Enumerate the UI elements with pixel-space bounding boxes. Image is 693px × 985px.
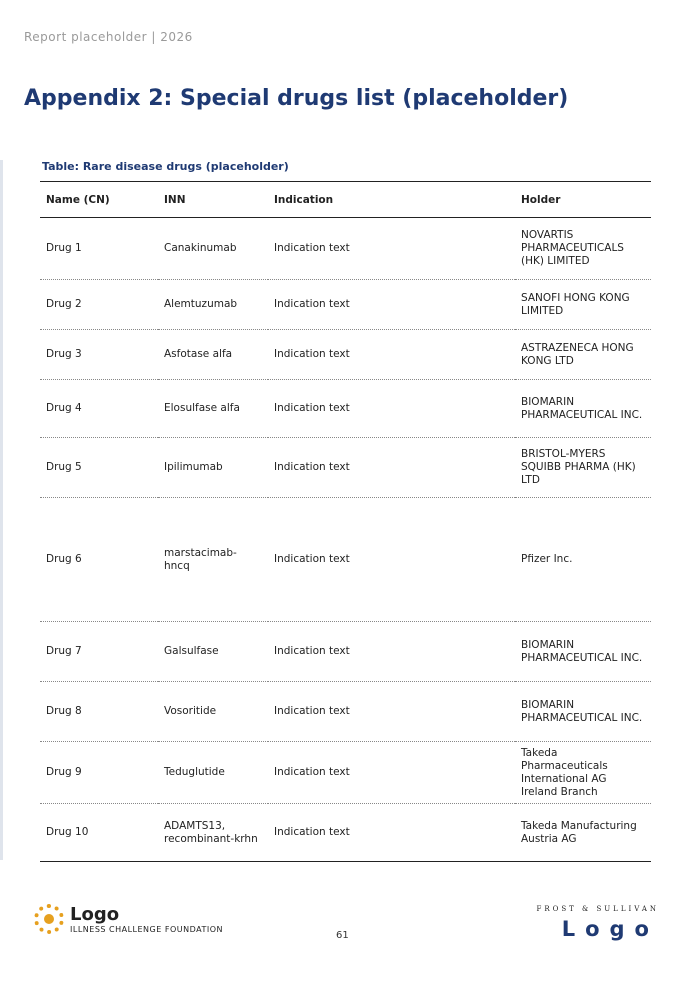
- cell-cn-name: Drug 7: [46, 645, 82, 657]
- cell-inn: ADAMTS13, recombinant-krhn: [164, 819, 258, 845]
- cell-inn: Galsulfase: [164, 645, 219, 657]
- cell-inn: Canakinumab: [164, 242, 237, 254]
- cell-inn: Ipilimumab: [164, 461, 223, 473]
- cell-holder: BIOMARIN PHARMACEUTICAL INC.: [521, 395, 643, 421]
- table-row: [40, 498, 651, 622]
- cell-inn: Vosoritide: [164, 705, 217, 717]
- cell-indication: Indication text: [274, 461, 350, 473]
- cell-holder: ASTRAZENECA HONG KONG LTD: [521, 341, 634, 367]
- cell-inn: Asfotase alfa: [164, 348, 233, 360]
- frost-sullivan-name-en: FROST & SULLIVAN: [536, 905, 659, 913]
- cell-inn: Elosulfase alfa: [164, 402, 240, 414]
- cell-cn-name: Drug 10: [46, 826, 89, 838]
- cell-inn: Teduglutide: [164, 766, 225, 778]
- cell-indication: Indication text: [274, 826, 350, 838]
- col-header-holder: Holder: [521, 193, 561, 206]
- cell-cn-name: Drug 4: [46, 402, 82, 414]
- cell-holder: BIOMARIN PHARMACEUTICAL INC.: [521, 698, 643, 724]
- frost-sullivan-name-cn: Logo: [561, 917, 659, 941]
- page-number: 61: [336, 930, 349, 941]
- cell-holder: Pfizer Inc.: [521, 553, 573, 565]
- cell-indication: Indication text: [274, 298, 350, 310]
- cell-holder: NOVARTIS PHARMACEUTICALS (HK) LIMITED: [521, 229, 624, 267]
- table-row: [40, 330, 651, 380]
- cell-indication: Indication text: [274, 348, 350, 360]
- foundation-logo-icon: [34, 904, 64, 934]
- table-header-row: [40, 182, 651, 218]
- cell-cn-name: Drug 3: [46, 348, 82, 360]
- cell-holder: Takeda Pharmaceuticals International AG Ireland Branch: [521, 746, 608, 798]
- table-row: [40, 682, 651, 742]
- cell-holder: BRISTOL-MYERS SQUIBB PHARMA (HK) LTD: [521, 448, 636, 486]
- cell-indication: Indication text: [274, 705, 350, 717]
- cell-cn-name: Drug 1: [46, 242, 82, 254]
- cell-cn-name: Drug 5: [46, 461, 82, 473]
- table-row: [40, 438, 651, 498]
- foundation-name-cn: Logo: [70, 903, 120, 925]
- cell-indication: Indication text: [274, 402, 350, 414]
- cell-indication: Indication text: [274, 553, 350, 565]
- cell-inn: marstacimab-hncq: [164, 546, 237, 572]
- table-row: [40, 218, 651, 280]
- table-row: [40, 380, 651, 438]
- table-row: [40, 622, 651, 682]
- cell-indication: Indication text: [274, 645, 350, 657]
- cell-cn-name: Drug 9: [46, 766, 82, 778]
- foundation-name-en: ILLNESS CHALLENGE FOUNDATION: [70, 924, 223, 934]
- cell-cn-name: Drug 2: [46, 298, 82, 310]
- report-header-note: Report placeholder | 2026: [24, 30, 193, 44]
- left-margin-rule: [0, 160, 3, 860]
- table-row: [40, 280, 651, 330]
- cell-inn: Alemtuzumab: [164, 298, 238, 310]
- cell-holder: SANOFI HONG KONG LIMITED: [521, 291, 630, 317]
- table-caption: Table: Rare disease drugs (placeholder): [42, 160, 289, 173]
- table-row: [40, 804, 651, 862]
- table-row: [40, 742, 651, 804]
- page-title: Appendix 2: Special drugs list (placeholder): [24, 86, 569, 111]
- cell-holder: BIOMARIN PHARMACEUTICAL INC.: [521, 638, 643, 664]
- col-header-cn-name: Name (CN): [46, 193, 110, 206]
- cell-holder: Takeda Manufacturing Austria AG: [521, 819, 637, 845]
- cell-cn-name: Drug 8: [46, 705, 82, 717]
- cell-indication: Indication text: [274, 242, 350, 254]
- col-header-inn: INN: [164, 193, 186, 206]
- drug-table: [40, 181, 651, 862]
- drug-table-container: [40, 181, 651, 862]
- cell-indication: Indication text: [274, 766, 350, 778]
- col-header-indication: Indication: [274, 193, 334, 206]
- cell-cn-name: Drug 6: [46, 553, 82, 565]
- foundation-logo: [34, 904, 223, 934]
- frost-sullivan-logo: [536, 905, 659, 941]
